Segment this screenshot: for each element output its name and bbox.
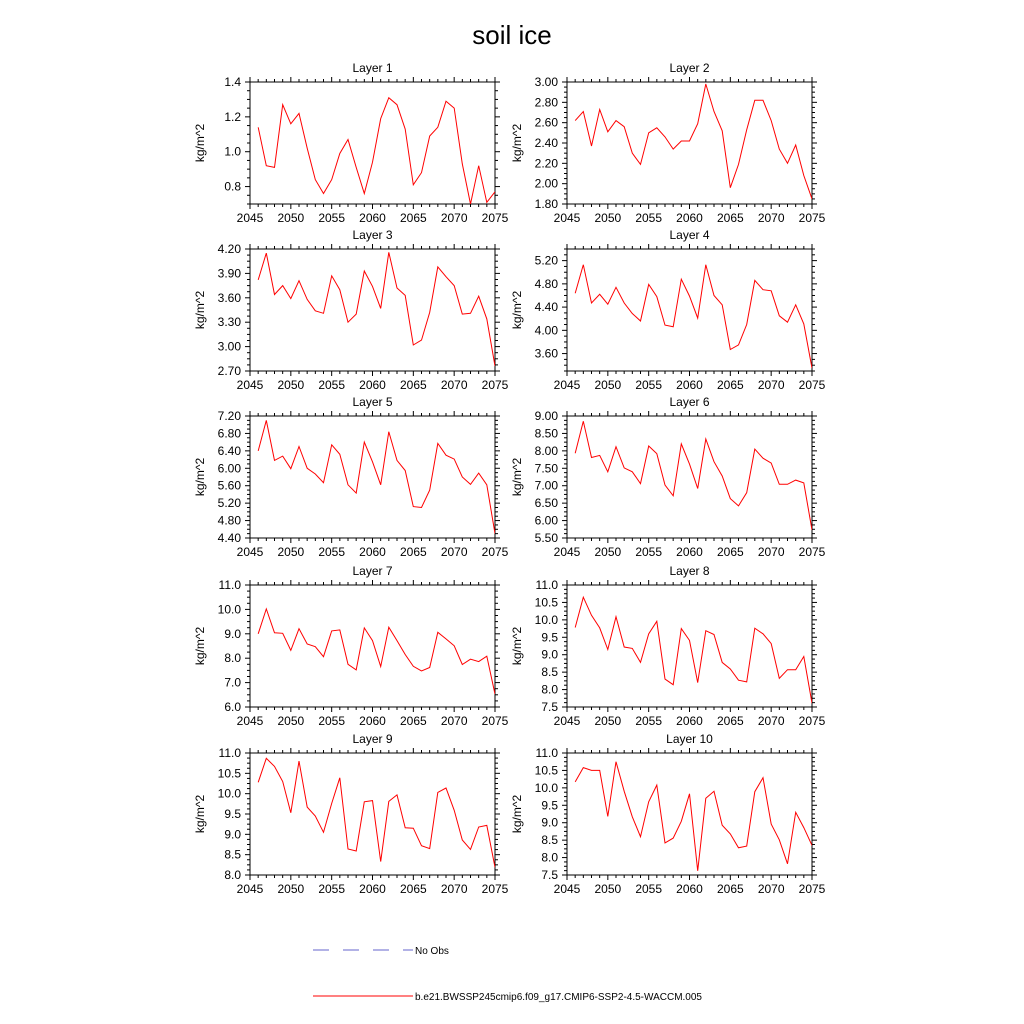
y-tick-label: 7.0: [224, 675, 241, 690]
series-line-1: [258, 98, 495, 204]
x-tick-label: 2070: [757, 882, 785, 896]
panel-layer-7: [193, 564, 509, 728]
x-tick-label: 2055: [635, 545, 663, 559]
x-tick-label: 2065: [399, 882, 427, 896]
x-tick-label: 2055: [635, 378, 663, 392]
x-tick-label: 2055: [318, 882, 346, 896]
y-tick-label: 2.80: [534, 95, 558, 110]
x-tick-label: 2055: [635, 714, 663, 728]
y-tick-label: 9.5: [541, 798, 558, 813]
y-axis-label: kg/m^2: [193, 626, 207, 666]
y-tick-label: 3.60: [217, 290, 241, 305]
panel-title: Layer 7: [352, 564, 393, 578]
y-tick-label: 2.60: [534, 115, 558, 130]
y-tick-label: 10.0: [534, 612, 558, 627]
y-tick-label: 10.0: [534, 780, 558, 795]
x-tick-label: 2065: [716, 714, 744, 728]
panel-title: Layer 10: [666, 732, 713, 746]
x-tick-label: 2050: [277, 882, 305, 896]
legend: [313, 946, 702, 1003]
panel-layer-3: [193, 228, 509, 392]
x-tick-label: 2050: [277, 378, 305, 392]
series-line-1: [575, 421, 812, 530]
x-tick-label: 2070: [757, 545, 785, 559]
y-axis-label: kg/m^2: [510, 794, 524, 834]
plot-frame: [250, 753, 495, 875]
y-tick-label: 4.00: [534, 323, 558, 338]
panel-title: Layer 5: [352, 395, 393, 409]
x-tick-label: 2060: [359, 378, 386, 392]
y-tick-label: 8.5: [541, 833, 558, 848]
x-tick-label: 2065: [399, 211, 427, 225]
x-tick-label: 2065: [399, 545, 427, 559]
x-tick-label: 2045: [553, 545, 581, 559]
x-tick-label: 2070: [440, 378, 468, 392]
x-tick-label: 2050: [594, 714, 622, 728]
y-tick-label: 9.0: [541, 815, 558, 830]
y-tick-label: 10.5: [534, 763, 558, 778]
x-tick-label: 2075: [798, 545, 826, 559]
panel-title: Layer 2: [669, 61, 710, 75]
x-tick-label: 2060: [359, 714, 386, 728]
y-axis-label: kg/m^2: [510, 626, 524, 666]
y-tick-label: 11.0: [218, 578, 241, 592]
y-tick-label: 3.90: [217, 266, 241, 281]
y-axis-label: kg/m^2: [193, 123, 207, 163]
x-tick-label: 2075: [481, 211, 509, 225]
x-tick-label: 2060: [676, 882, 703, 896]
y-tick-label: 5.20: [534, 253, 558, 268]
y-tick-label: 11.0: [218, 746, 241, 760]
y-tick-label: 1.80: [534, 197, 558, 211]
y-tick-label: 2.20: [534, 156, 558, 171]
y-tick-label: 9.5: [541, 630, 558, 645]
y-tick-label: 4.40: [217, 531, 241, 545]
plot-frame: [567, 753, 812, 875]
y-tick-label: 9.0: [224, 626, 241, 641]
series-line-1: [575, 762, 812, 871]
y-tick-label: 6.80: [217, 426, 241, 441]
x-tick-label: 2070: [757, 378, 785, 392]
x-tick-label: 2065: [399, 378, 427, 392]
x-tick-label: 2045: [553, 714, 581, 728]
y-tick-label: 8.5: [541, 665, 558, 680]
y-tick-label: 4.80: [534, 276, 558, 291]
plot-frame: [250, 249, 495, 371]
x-tick-label: 2075: [481, 882, 509, 896]
y-tick-label: 3.00: [534, 75, 558, 89]
x-tick-label: 2075: [798, 378, 826, 392]
x-tick-label: 2045: [553, 211, 581, 225]
panel-layer-4: [510, 228, 826, 392]
plot-frame: [250, 416, 495, 538]
y-tick-label: 2.00: [534, 176, 558, 191]
panel-title: Layer 4: [669, 228, 710, 242]
legend-model-label: b.e21.BWSSP245cmip6.f09_g17.CMIP6-SSP2-4.5-WACCM.005: [415, 992, 702, 1003]
x-tick-label: 2070: [440, 545, 468, 559]
figure-title: soil ice: [472, 20, 552, 50]
y-tick-label: 10.0: [217, 786, 241, 801]
x-tick-label: 2065: [716, 882, 744, 896]
y-tick-label: 8.0: [541, 682, 558, 697]
x-tick-label: 2075: [481, 714, 509, 728]
x-tick-label: 2060: [676, 378, 703, 392]
y-tick-label: 8.5: [224, 847, 241, 862]
y-axis-label: kg/m^2: [510, 290, 524, 330]
plot-frame: [567, 585, 812, 707]
y-tick-label: 8.0: [224, 651, 241, 666]
x-tick-label: 2065: [716, 545, 744, 559]
plot-frame: [567, 249, 812, 371]
x-tick-label: 2065: [399, 714, 427, 728]
series-line-1: [258, 609, 495, 694]
x-tick-label: 2070: [440, 882, 468, 896]
x-tick-label: 2070: [757, 714, 785, 728]
y-tick-label: 1.0: [224, 144, 241, 159]
x-tick-label: 2075: [798, 211, 826, 225]
panel-layer-9: [193, 732, 509, 896]
panel-title: Layer 3: [352, 228, 393, 242]
x-tick-label: 2060: [359, 545, 386, 559]
y-tick-label: 10.5: [534, 595, 558, 610]
series-line-1: [575, 84, 812, 199]
panel-layer-6: [510, 395, 826, 559]
plot-frame: [567, 416, 812, 538]
x-tick-label: 2055: [318, 714, 346, 728]
x-tick-label: 2065: [716, 378, 744, 392]
y-tick-label: 8.50: [534, 426, 558, 441]
y-axis-label: kg/m^2: [510, 123, 524, 163]
panel-grid: [193, 61, 826, 896]
y-tick-label: 7.00: [534, 478, 558, 493]
y-tick-label: 9.00: [534, 409, 558, 423]
y-tick-label: 5.50: [534, 531, 558, 545]
panel-title: Layer 6: [669, 395, 710, 409]
y-tick-label: 9.0: [224, 827, 241, 842]
y-tick-label: 11.0: [535, 578, 558, 592]
y-tick-label: 7.5: [541, 700, 558, 714]
y-tick-label: 10.0: [217, 602, 241, 617]
x-tick-label: 2060: [676, 545, 703, 559]
x-tick-label: 2060: [359, 882, 386, 896]
x-tick-label: 2055: [318, 545, 346, 559]
y-tick-label: 6.0: [224, 700, 241, 714]
x-tick-label: 2075: [481, 378, 509, 392]
y-tick-label: 5.60: [217, 478, 241, 493]
series-line-1: [258, 252, 495, 366]
y-tick-label: 2.70: [217, 364, 241, 378]
y-tick-label: 0.8: [224, 179, 241, 194]
x-tick-label: 2045: [236, 714, 264, 728]
x-tick-label: 2050: [277, 714, 305, 728]
x-tick-label: 2045: [236, 882, 264, 896]
series-line-1: [258, 758, 495, 867]
y-tick-label: 6.40: [217, 443, 241, 458]
y-tick-label: 1.2: [224, 109, 241, 124]
y-tick-label: 6.00: [534, 513, 558, 528]
x-tick-label: 2075: [798, 882, 826, 896]
panel-title: Layer 9: [352, 732, 393, 746]
x-tick-label: 2065: [716, 211, 744, 225]
x-tick-label: 2050: [277, 211, 305, 225]
y-tick-label: 3.30: [217, 315, 241, 330]
panel-layer-8: [510, 564, 826, 728]
panel-title: Layer 8: [669, 564, 710, 578]
y-tick-label: 1.4: [224, 75, 241, 89]
x-tick-label: 2055: [318, 378, 346, 392]
x-tick-label: 2050: [594, 545, 622, 559]
x-tick-label: 2055: [635, 882, 663, 896]
x-tick-label: 2050: [594, 211, 622, 225]
plot-frame: [250, 585, 495, 707]
y-tick-label: 9.5: [224, 807, 241, 821]
y-tick-label: 3.00: [217, 339, 241, 354]
y-tick-label: 9.0: [541, 647, 558, 662]
y-tick-label: 7.5: [541, 868, 558, 882]
y-tick-label: 11.0: [535, 746, 558, 760]
x-tick-label: 2055: [635, 211, 663, 225]
x-tick-label: 2045: [553, 882, 581, 896]
panel-layer-10: [510, 732, 826, 896]
y-tick-label: 2.40: [534, 136, 558, 150]
y-tick-label: 7.50: [534, 461, 558, 476]
y-tick-label: 5.20: [217, 496, 241, 511]
y-tick-label: 8.0: [541, 850, 558, 865]
series-line-1: [575, 597, 812, 703]
x-tick-label: 2070: [440, 211, 468, 225]
x-tick-label: 2075: [798, 714, 826, 728]
legend-obs-label: No Obs: [415, 946, 449, 957]
x-tick-label: 2045: [236, 378, 264, 392]
y-axis-label: kg/m^2: [193, 457, 207, 497]
x-tick-label: 2050: [594, 882, 622, 896]
y-tick-label: 3.60: [534, 346, 558, 361]
y-tick-label: 6.50: [534, 496, 558, 511]
y-tick-label: 7.20: [217, 409, 241, 423]
series-line-1: [258, 420, 495, 533]
x-tick-label: 2050: [594, 378, 622, 392]
x-tick-label: 2045: [236, 545, 264, 559]
series-line-1: [575, 265, 812, 368]
y-tick-label: 6.00: [217, 461, 241, 476]
y-tick-label: 8.0: [224, 868, 241, 882]
panel-layer-1: [193, 61, 509, 225]
y-axis-label: kg/m^2: [193, 290, 207, 330]
x-tick-label: 2060: [676, 714, 703, 728]
x-tick-label: 2070: [440, 714, 468, 728]
y-tick-label: 4.20: [217, 242, 241, 256]
x-tick-label: 2045: [236, 211, 264, 225]
panel-title: Layer 1: [352, 61, 393, 75]
y-tick-label: 4.80: [217, 513, 241, 528]
x-tick-label: 2055: [318, 211, 346, 225]
x-tick-label: 2045: [553, 378, 581, 392]
panel-layer-2: [510, 61, 826, 225]
x-tick-label: 2070: [757, 211, 785, 225]
x-tick-label: 2060: [359, 211, 386, 225]
panel-layer-5: [193, 395, 509, 559]
y-tick-label: 4.40: [534, 300, 558, 315]
plot-frame: [567, 82, 812, 204]
y-tick-label: 8.00: [534, 443, 558, 458]
y-axis-label: kg/m^2: [510, 457, 524, 497]
plot-frame: [250, 82, 495, 204]
x-tick-label: 2060: [676, 211, 703, 225]
y-axis-label: kg/m^2: [193, 794, 207, 834]
x-tick-label: 2050: [277, 545, 305, 559]
y-tick-label: 10.5: [217, 766, 241, 781]
x-tick-label: 2075: [481, 545, 509, 559]
